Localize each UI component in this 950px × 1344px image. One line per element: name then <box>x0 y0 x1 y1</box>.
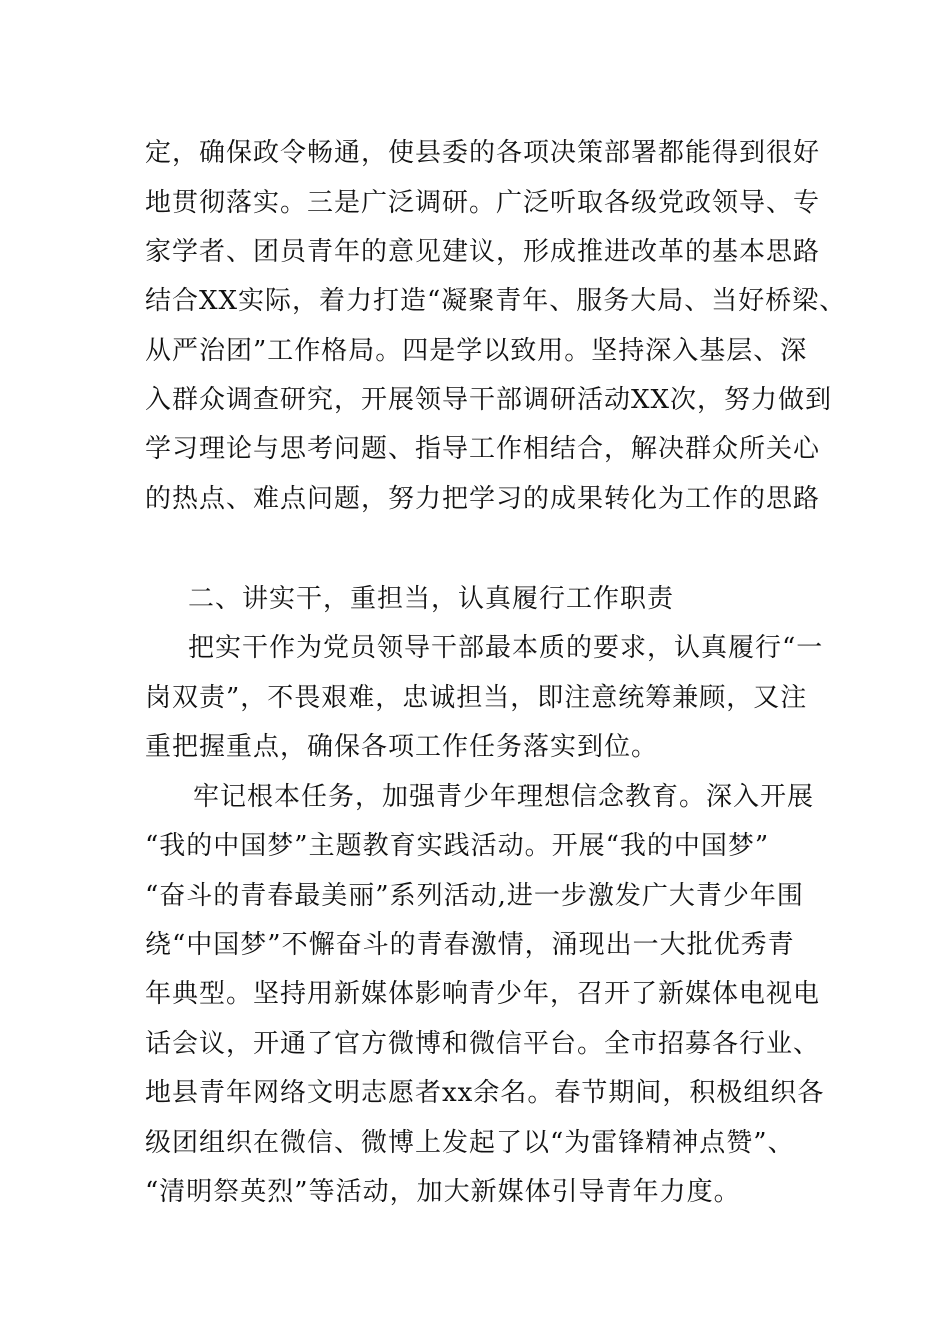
paragraph-line: 结合XX实际，着力打造“凝聚青年、服务大局、当好桥梁、 <box>145 286 847 316</box>
section-heading: 二、讲实干，重担当，认真履行工作职责 <box>188 584 675 614</box>
paragraph-line: 家学者、团员青年的意见建议，形成推进改革的基本思路 <box>145 237 821 267</box>
paragraph-line: 岗双责”，不畏艰难，忠诚担当，即注意统筹兼顾，又注 <box>145 683 808 713</box>
paragraph-line: 把实干作为党员领导干部最本质的要求，认真履行“一 <box>188 633 824 663</box>
paragraph-line: 话会议，开通了官方微博和微信平台。全市招募各行业、 <box>145 1029 821 1059</box>
paragraph-line: 绕“中国梦”不懈奋斗的青春激情，涌现出一大批优秀青 <box>145 930 795 960</box>
paragraph-line: “奋斗的青春最美丽”系列活动,进一步激发广大青少年围 <box>145 881 804 911</box>
paragraph-line: “我的中国梦”主题教育实践活动。开展“我的中国梦” <box>145 831 770 861</box>
paragraph-line: 年典型。坚持用新媒体影响青少年，召开了新媒体电视电 <box>145 979 821 1009</box>
paragraph-line: 级团组织在微信、微博上发起了以“为雷锋精神点赞”、 <box>145 1128 795 1158</box>
paragraph-line: 地贯彻落实。三是广泛调研。广泛听取各级党政领导、专 <box>145 188 821 218</box>
paragraph-line: 学习理论与思考问题、指导工作相结合，解决群众所关心 <box>145 434 821 464</box>
paragraph-line: 重把握重点，确保各项工作任务落实到位。 <box>145 732 659 762</box>
paragraph-line: 从严治团”工作格局。四是学以致用。坚持深入基层、深 <box>145 336 808 366</box>
paragraph-line: 入群众调查研究，开展领导干部调研活动XX次，努力做到 <box>145 385 833 415</box>
paragraph-line: 地县青年网络文明志愿者xx余名。春节期间，积极组织各 <box>145 1078 825 1108</box>
paragraph-line: 的热点、难点问题，努力把学习的成果转化为工作的思路 <box>145 484 821 514</box>
paragraph-line: 定，确保政令畅通，使县委的各项决策部署都能得到很好 <box>145 138 821 168</box>
paragraph-line: “清明祭英烈”等活动，加大新媒体引导青年力度。 <box>145 1177 741 1207</box>
paragraph-line: 牢记根本任务，加强青少年理想信念教育。深入开展 <box>193 782 815 812</box>
